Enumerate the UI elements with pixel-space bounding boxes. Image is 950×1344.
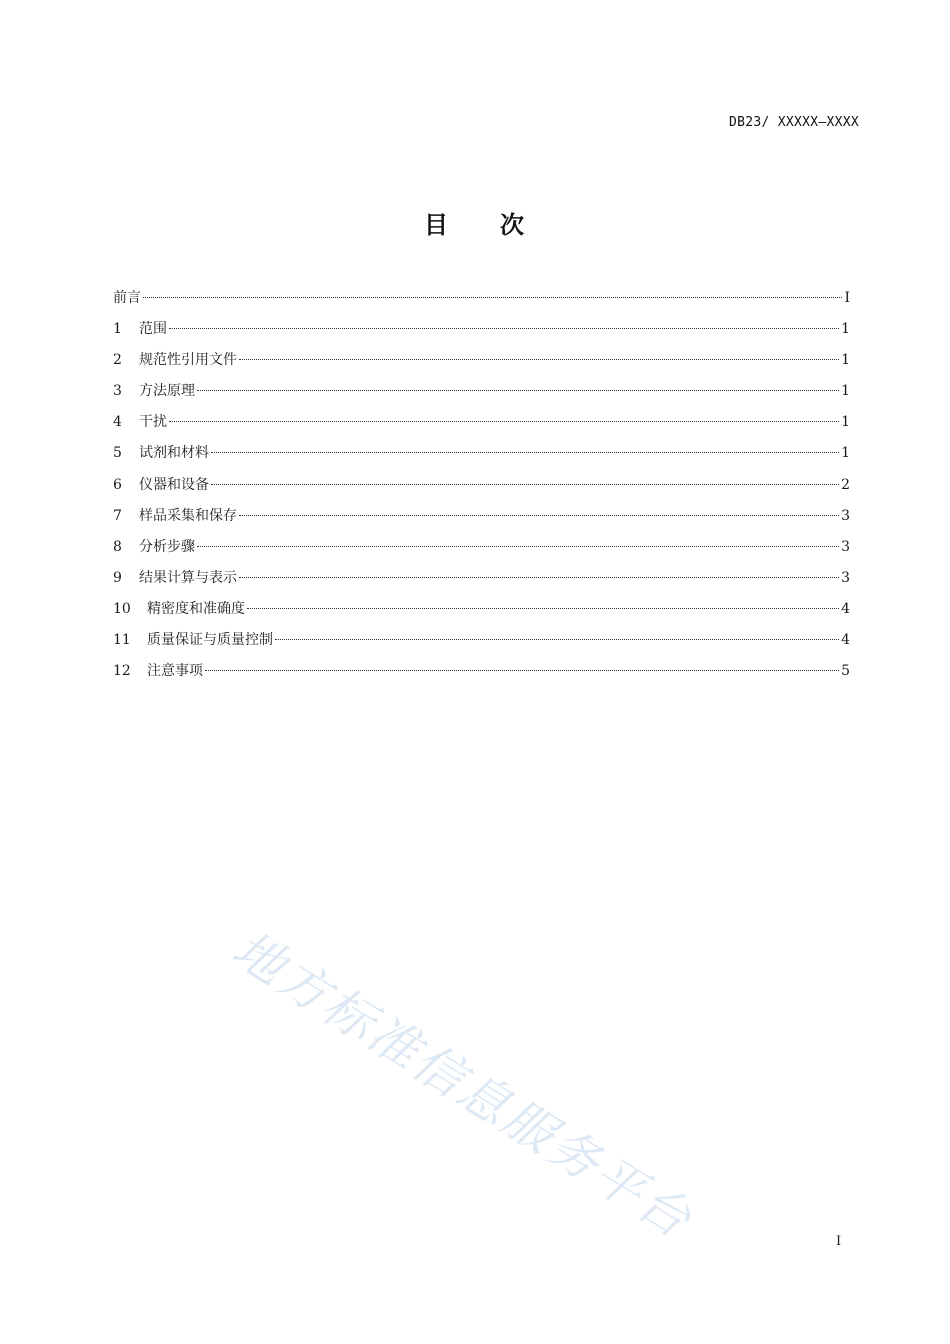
toc-entry-10[interactable]	[113, 594, 850, 625]
toc-entry-label: 试剂和材料	[139, 445, 209, 462]
toc-entry-page: 3	[841, 538, 850, 555]
toc-leader-dots	[239, 515, 839, 516]
toc-entry-page: 3	[841, 507, 850, 524]
toc-entry-number: 6	[113, 476, 122, 493]
toc-entry-number: 8	[113, 538, 122, 555]
toc-entry-9[interactable]	[113, 563, 850, 594]
toc-entry-page: I	[844, 290, 850, 306]
toc-entry-foreword[interactable]	[113, 283, 850, 314]
toc-leader-dots	[143, 297, 842, 298]
toc-entry-label: 样品采集和保存	[139, 507, 237, 524]
title-part-2: 次	[500, 211, 526, 239]
toc-entry-3[interactable]	[113, 376, 850, 407]
toc-entry-page: 3	[841, 569, 850, 586]
watermark: 地方标准信息服务平台	[222, 919, 703, 1250]
toc-entry-number: 10	[113, 600, 131, 617]
toc-leader-dots	[197, 390, 839, 391]
toc-leader-dots	[169, 421, 839, 422]
toc-entry-1[interactable]	[113, 314, 850, 345]
toc-entry-number: 1	[113, 321, 122, 338]
toc-entry-number: 7	[113, 507, 122, 524]
toc-entry-number: 5	[113, 445, 122, 462]
toc-entry-6[interactable]	[113, 470, 850, 501]
document-code: DB23/ XXXXX—XXXX	[728, 115, 859, 130]
table-of-contents	[113, 283, 850, 687]
toc-entry-page: 2	[841, 476, 850, 493]
toc-entry-page: 1	[841, 383, 850, 400]
toc-entry-number: 2	[113, 352, 122, 369]
page-number: I	[836, 1234, 842, 1249]
toc-entry-label: 前言	[113, 290, 141, 306]
toc-entry-8[interactable]	[113, 532, 850, 563]
toc-entry-number: 12	[113, 663, 131, 680]
toc-entry-page: 1	[841, 321, 850, 338]
toc-entry-label: 质量保证与质量控制	[147, 632, 273, 649]
toc-entry-page: 1	[841, 352, 850, 369]
toc-leader-dots	[197, 546, 839, 547]
toc-entry-number: 9	[113, 569, 122, 586]
toc-leader-dots	[247, 608, 839, 609]
toc-leader-dots	[205, 670, 839, 671]
toc-entry-label: 结果计算与表示	[139, 569, 237, 586]
toc-leader-dots	[239, 577, 839, 578]
toc-entry-label: 精密度和准确度	[147, 600, 245, 617]
toc-leader-dots	[211, 452, 839, 453]
toc-entry-page: 1	[841, 414, 850, 431]
toc-entry-page: 5	[841, 663, 850, 680]
toc-entry-page: 1	[841, 445, 850, 462]
toc-entry-12[interactable]	[113, 656, 850, 687]
toc-entry-4[interactable]	[113, 407, 850, 438]
toc-entry-page: 4	[841, 632, 850, 649]
toc-entry-number: 11	[113, 632, 131, 649]
toc-entry-label: 干扰	[139, 414, 167, 431]
toc-entry-2[interactable]	[113, 345, 850, 376]
toc-entry-11[interactable]	[113, 625, 850, 656]
toc-entry-label: 方法原理	[139, 383, 195, 400]
toc-entry-number: 4	[113, 414, 122, 431]
toc-entry-label: 仪器和设备	[139, 476, 209, 493]
toc-leader-dots	[169, 328, 839, 329]
title-part-1: 目	[424, 211, 450, 239]
toc-entry-label: 注意事项	[147, 663, 203, 680]
toc-entry-page: 4	[841, 600, 850, 617]
toc-entry-label: 范围	[139, 321, 167, 338]
toc-entry-5[interactable]	[113, 438, 850, 469]
toc-entry-number: 3	[113, 383, 122, 400]
toc-entry-label: 规范性引用文件	[139, 352, 237, 369]
toc-entry-label: 分析步骤	[139, 538, 195, 555]
toc-leader-dots	[239, 359, 839, 360]
toc-leader-dots	[275, 639, 839, 640]
toc-entry-7[interactable]	[113, 501, 850, 532]
toc-leader-dots	[211, 484, 839, 485]
page-title	[0, 205, 950, 240]
